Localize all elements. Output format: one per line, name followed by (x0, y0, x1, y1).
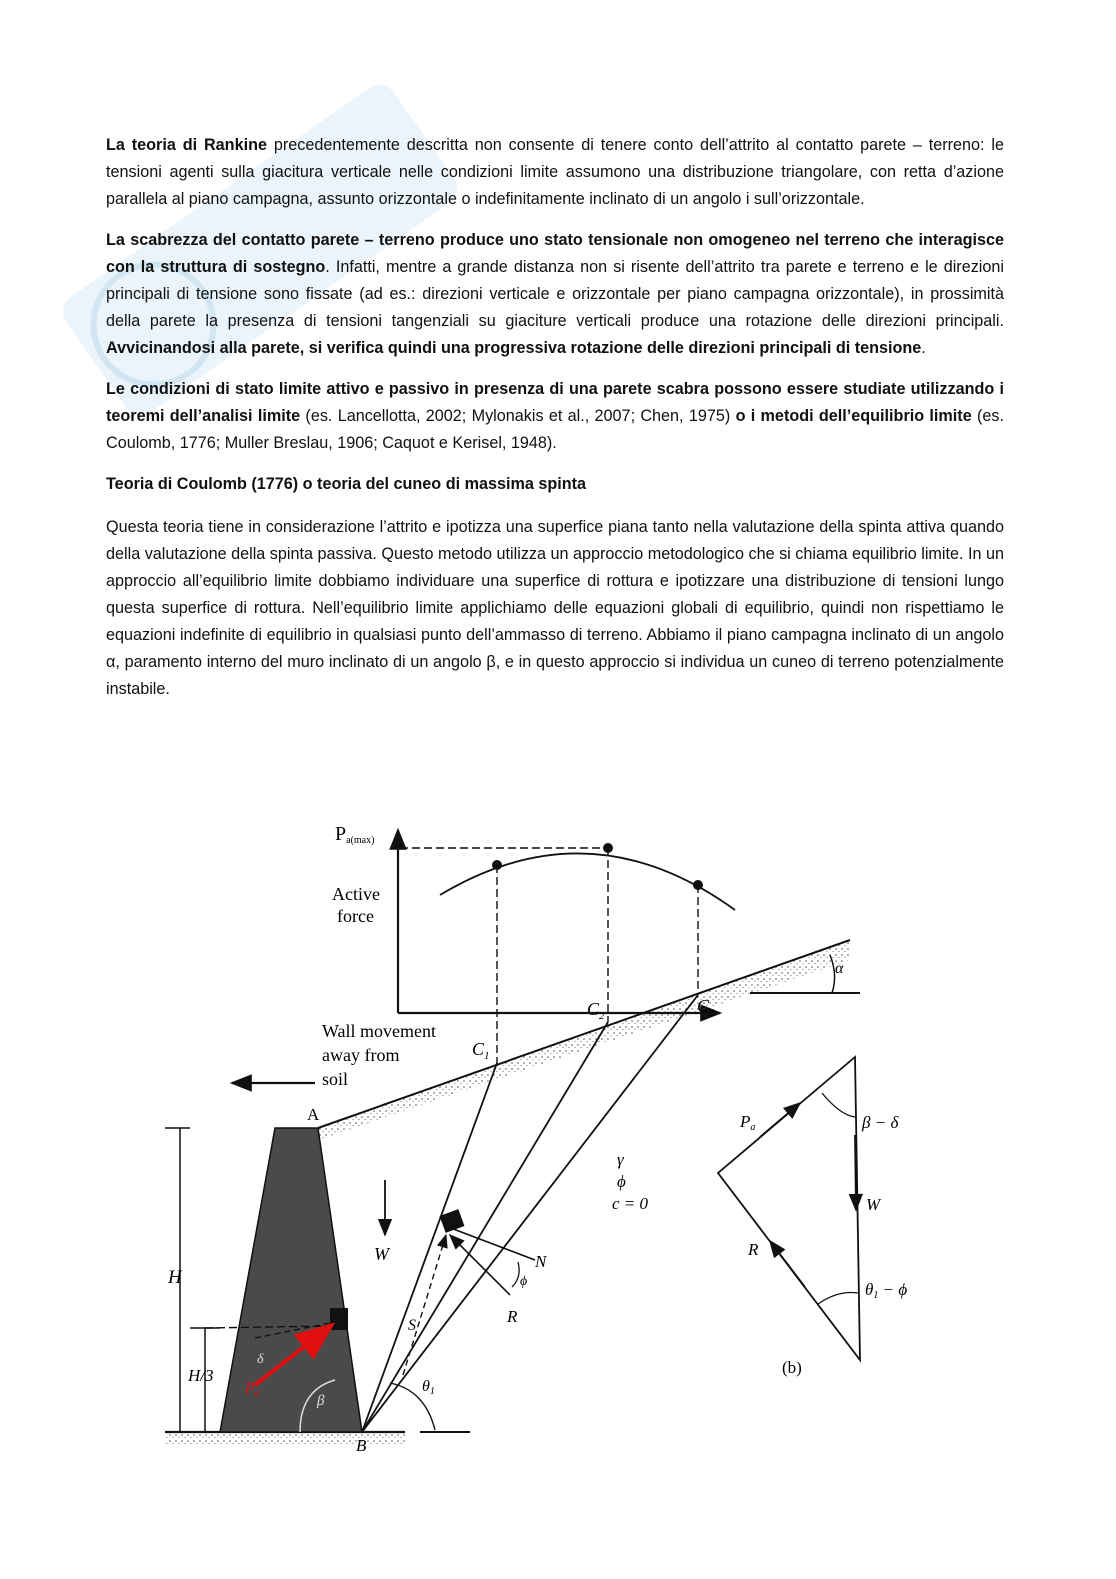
r-arrow (450, 1235, 510, 1295)
phi-arc (512, 1262, 519, 1287)
tri-pa-arrow (760, 1103, 800, 1137)
theta-phi-arc (818, 1292, 858, 1304)
paragraph-3 (106, 376, 1004, 457)
c3-label: $C_3$ (697, 996, 715, 1019)
p2-bold-1: La scabrezza del contatto parete – terreno produce uno stato tensionale non omogeneo nel terreno che interagisce con la struttura di sostegno (106, 231, 1004, 276)
wall-movement-label: Wall movement (322, 1021, 437, 1041)
beta-label: β (317, 1393, 325, 1409)
figure-b-label: (b) (782, 1358, 802, 1377)
point-a-label: A (307, 1105, 320, 1124)
pa-max-label: Pa(max) (335, 823, 375, 846)
h3-label: H/3 (188, 1366, 214, 1385)
beta-delta-arc (822, 1093, 855, 1117)
gamma-label: γ (617, 1150, 624, 1169)
base-ground-hatch (165, 1432, 405, 1446)
p3-text-1: (es. Lancellotta, 2002; Mylonakis et al., 2007; Chen, 1975) (300, 407, 736, 425)
point-b-label: B (356, 1436, 367, 1455)
delta-label: δ (257, 1352, 264, 1367)
alpha-label: α (835, 960, 844, 977)
tri-pa-label: Pa (740, 1112, 756, 1133)
s-dashed-arrow (403, 1235, 446, 1375)
c2-label: $C_2$ (587, 999, 605, 1022)
active-force-label: Active (332, 884, 380, 904)
force-triangle (718, 1057, 860, 1360)
tri-w-arrow (855, 1135, 856, 1210)
p2-text-2: . (921, 339, 926, 357)
n-line (448, 1227, 535, 1260)
tri-w-label: W (866, 1195, 881, 1214)
w-label: W (374, 1244, 389, 1264)
retaining-wall (220, 1128, 362, 1432)
wall-movement-label-3: soil (322, 1069, 349, 1089)
tri-r-arrow (770, 1241, 805, 1287)
failure-plane-c2 (362, 1022, 608, 1432)
p2-bold-2: Avvicinandosi alla parete, si verifica quindi una progressiva rotazione delle direzioni principali di tensione (106, 339, 922, 357)
p1-bold: La teoria di Rankine (106, 136, 267, 154)
r-label: R (507, 1307, 518, 1326)
phi-label: ϕ (520, 1274, 528, 1289)
section-heading: Teoria di Coulomb (1776) o teoria del cuneo di massima spinta (106, 475, 587, 493)
p1-text: precedentemente descritta non consente di tenere conto dell’attrito al contatto parete – terreno: le tensioni agenti sulla giacitura verticale nelle condizioni limite assumono una distribuzione triangolare, con retta d’azione parallela al piano campagna, assunto orizzontale o indefinitamente inclinato di un angolo i sull’orizzontale. (106, 136, 1004, 208)
p3-bold-2: o i metodi dell’equilibrio limite (735, 407, 972, 425)
pa-label: Pa (245, 1380, 260, 1399)
coulomb-wedge-figure (150, 815, 940, 1465)
c0-label: c = 0 (612, 1194, 649, 1213)
beta-delta-label: β − δ (862, 1113, 899, 1132)
wall-movement-label-2: away from (322, 1045, 400, 1065)
tri-r-label: R (748, 1240, 759, 1259)
paragraph-1 (106, 132, 1004, 213)
active-force-curve (440, 853, 735, 910)
p3-text-2: (es. Coulomb, 1776; Muller Breslau, 1906; Caquot e Kerisel, 1948). (106, 407, 1004, 452)
p2-text-1: . Infatti, mentre a grande distanza non si risente dell’attrito tra parete e terreno e le direzioni principali di tensione sono fissate (ad es.: direzioni verticale e orizzontale per piano campagna orizzontale), in prossimità della parete la presenza di tensioni tangenziali su giaciture verticali produce una rotazione delle direzioni principali. (106, 258, 1004, 330)
c1-label: $C_1$ (472, 1039, 490, 1062)
h-label: H (168, 1267, 182, 1288)
body-text (106, 132, 1004, 717)
s-label: S (408, 1317, 416, 1334)
n-label: N (535, 1252, 547, 1271)
theta-phi-label: θ1 − ϕ (865, 1280, 908, 1301)
phi2-label: ϕ (617, 1172, 626, 1191)
p3-bold-1: Le condizioni di stato limite attivo e passivo in presenza di una parete scabra possono essere studiate utilizzando i teoremi dell’analisi limite (106, 380, 1004, 425)
active-force-label-2: force (337, 906, 374, 926)
paragraph-2 (106, 227, 1004, 362)
paragraph-4: Questa teoria tiene in considerazione l’attrito e ipotizza una superfice piana tanto nella valutazione della spinta attiva quando della valutazione della spinta passiva. Questo metodo utilizza un approccio metodologico che si chiama equilibrio limite. In un approccio all’equilibrio limite dobbiamo individuare una superfice di rottura e ipotizzare una distribuzione di tensioni lungo questa superfice di rottura. Nell’equilibrio limite applichiamo delle equazioni globali di equilibrio, quindi non rispettiamo le equazioni indefinite di equilibrio in qualsiasi punto dell’ammasso di terreno. Abbiamo il piano campagna inclinato di un angolo α, paramento interno del muro inclinato di un angolo β, e in questo approccio si individua un cuneo di terreno potenzialmente instabile. (106, 518, 1005, 698)
theta1-label: θ1 (422, 1378, 435, 1397)
